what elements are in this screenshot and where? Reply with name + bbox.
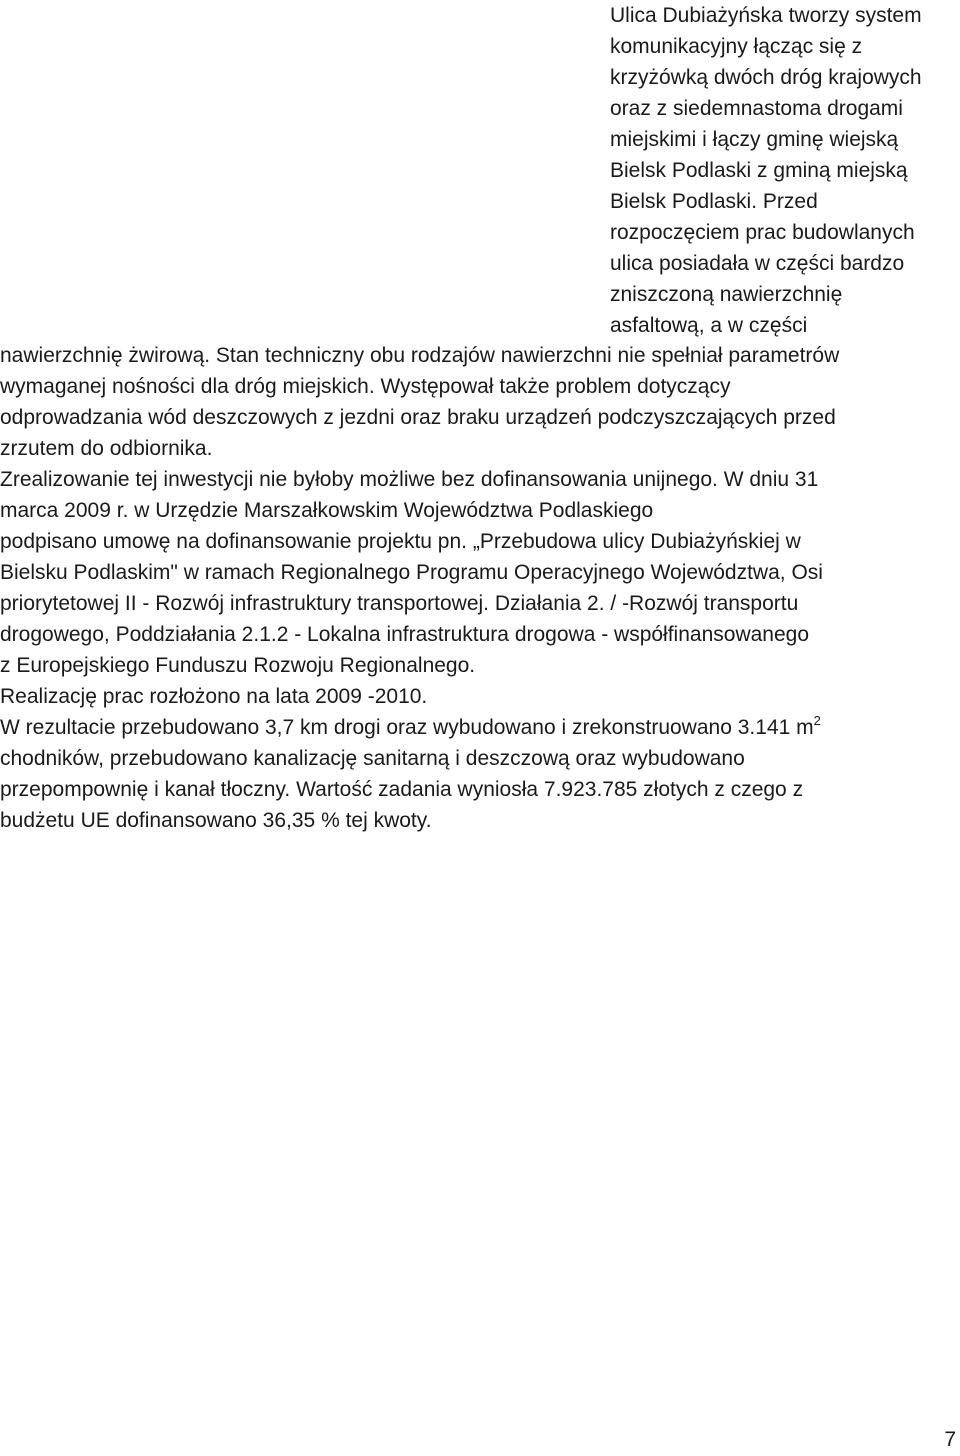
intro-paragraph-narrow xyxy=(610,0,955,341)
text-line: Bielsk Podlaski z gminą miejską xyxy=(610,159,908,182)
text-line: Bielsku Podlaskim" w ramach Regionalnego Programu Operacyjnego Województwa, Osi xyxy=(0,561,823,584)
text-line: zrzutem do odbiornika. xyxy=(0,437,213,460)
page-number: 7 xyxy=(944,1428,956,1451)
text-line: budżetu UE dofinansowano 36,35 % tej kwoty. xyxy=(0,809,432,832)
text-line: asfaltową, a w części xyxy=(610,314,808,337)
text-line: komunikacyjny łącząc się z xyxy=(610,35,863,58)
result-line-text: W rezultacie przebudowano 3,7 km drogi oraz wybudowano i zrekonstruowano 3.141 m xyxy=(0,716,814,739)
text-line: Bielsk Podlaski. Przed xyxy=(610,190,818,213)
text-line: drogowego, Poddziałania 2.1.2 - Lokalna infrastruktura drogowa - współfinansowanego xyxy=(0,623,810,646)
text-line: odprowadzania wód deszczowych z jezdni oraz braku urządzeń podczyszczających przed xyxy=(0,406,836,429)
text-line: Ulica Dubiażyńska tworzy system xyxy=(610,4,922,27)
text-line: marca 2009 r. w Urzędzie Marszałkowskim Województwa Podlaskiego xyxy=(0,499,654,522)
text-line: krzyżówką dwóch dróg krajowych xyxy=(610,66,922,89)
result-line xyxy=(0,712,960,743)
text-line: Zrealizowanie tej inwestycji nie byłoby możliwe bez dofinansowania unijnego. W dniu 31 xyxy=(0,468,819,491)
text-line: nawierzchnię żwirową. Stan techniczny obu rodzajów nawierzchni nie spełniał parametrów xyxy=(0,344,840,367)
text-line: ulica posiadała w części bardzo xyxy=(610,252,905,275)
text-line: przepompownię i kanał tłoczny. Wartość zadania wyniosła 7.923.785 złotych z czego z xyxy=(0,778,804,801)
text-line: zniszczoną nawierzchnię xyxy=(610,283,843,306)
text-line: miejskimi i łączy gminę wiejską xyxy=(610,128,899,151)
body-text xyxy=(0,340,960,836)
text-line: oraz z siedemnastoma drogami xyxy=(610,97,903,120)
text-line: Realizację prac rozłożono na lata 2009 -2010. xyxy=(0,685,428,708)
text-line: wymaganej nośności dla dróg miejskich. Występował także problem dotyczący xyxy=(0,375,731,398)
text-line: rozpoczęciem prac budowlanych xyxy=(610,221,915,244)
area-unit-superscript: 2 xyxy=(813,713,821,728)
text-line: chodników, przebudowano kanalizację sanitarną i deszczową oraz wybudowano xyxy=(0,747,745,770)
text-line: podpisano umowę na dofinansowanie projektu pn. „Przebudowa ulicy Dubiażyńskiej w xyxy=(0,530,801,553)
text-line: z Europejskiego Funduszu Rozwoju Regionalnego. xyxy=(0,654,476,677)
text-line: priorytetowej II - Rozwój infrastruktury transportowej. Działania 2. / -Rozwój transportu xyxy=(0,592,799,615)
